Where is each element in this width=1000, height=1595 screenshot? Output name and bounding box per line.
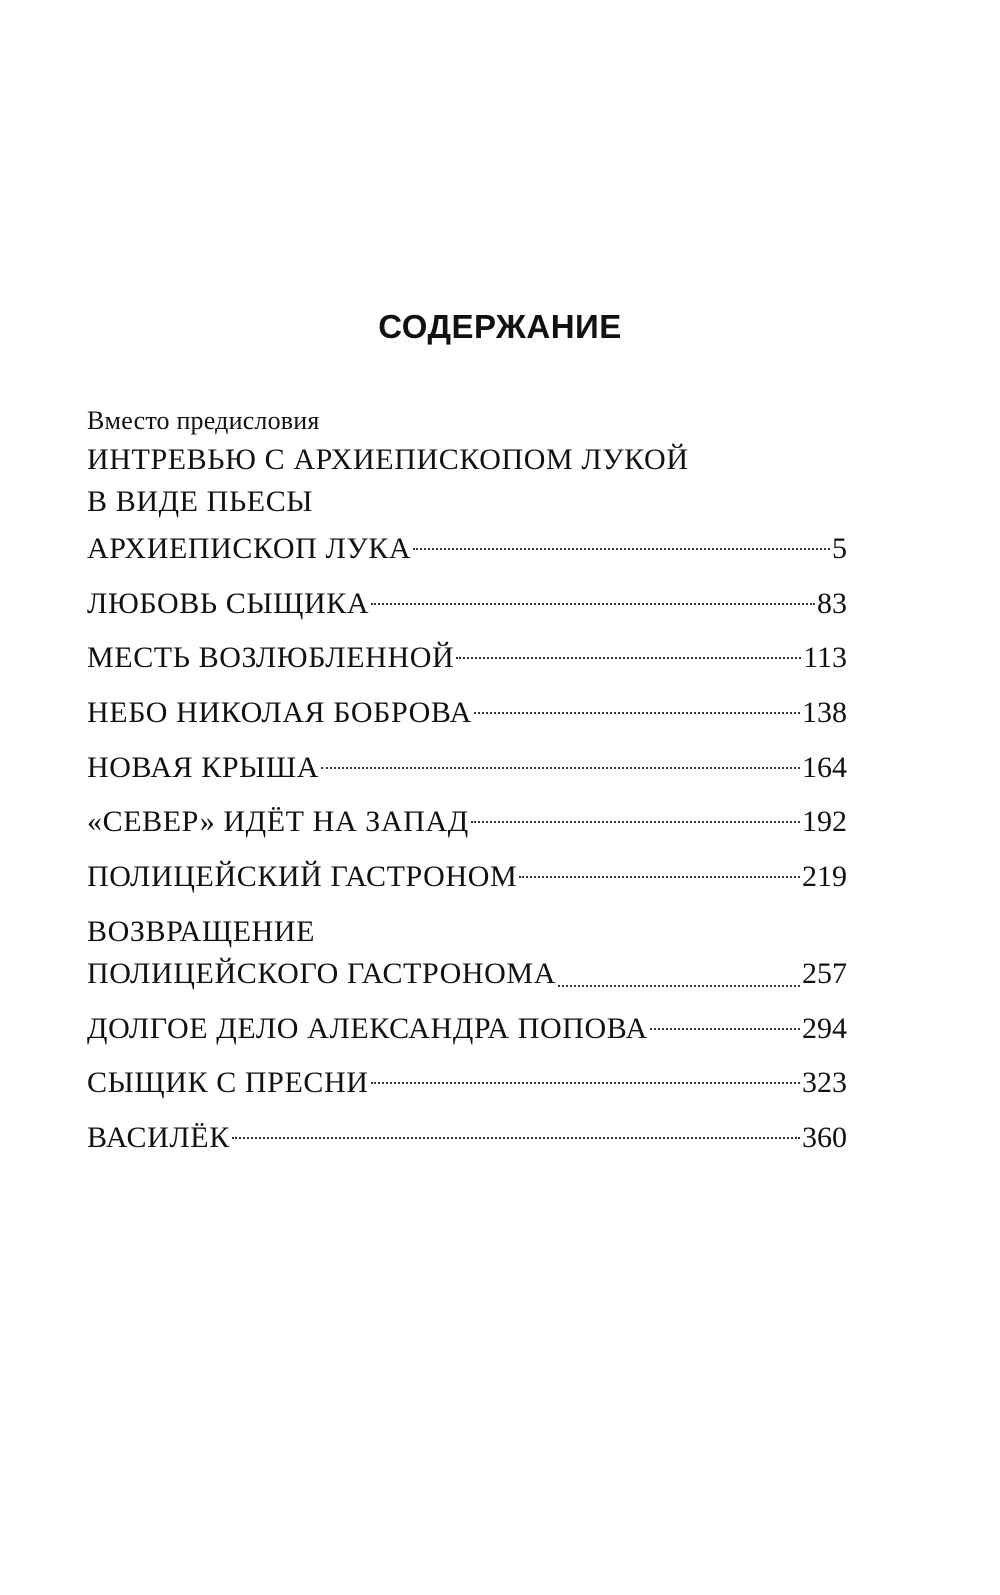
- preface-title-line-2: В ВИДЕ ПЬЕСЫ: [87, 485, 314, 518]
- toc-entry-title: АРХИЕПИСКОП ЛУКА: [87, 532, 412, 565]
- toc-entry-novaya-krysha: [87, 747, 847, 789]
- dot-leader: [558, 985, 800, 987]
- toc-entry-lyubov-syshchika: [87, 583, 847, 625]
- toc-entry-archbishop-luka: [87, 528, 847, 570]
- toc-entry-title: ВАСИЛЁК: [87, 1120, 230, 1154]
- dot-leader: [232, 1137, 800, 1139]
- toc-entry-mest-vozlyublennoy: [87, 637, 847, 679]
- toc-entry-title: НЕБО НИКОЛАЯ БОБРОВА: [87, 696, 472, 730]
- toc-entry-vozvrashchenie: [87, 911, 847, 995]
- dot-leader: [474, 712, 800, 714]
- dot-leader: [371, 1082, 800, 1084]
- toc-entry-title: [87, 911, 556, 995]
- toc-entry-title: СЫЩИК С ПРЕСНИ: [87, 1066, 369, 1100]
- preface-block: [87, 403, 847, 523]
- dot-leader: [471, 821, 800, 823]
- toc-entry-title: ЛЮБОВЬ СЫЩИКА: [87, 586, 370, 620]
- toc-entry-title: МЕСТЬ ВОЗЛЮБЛЕННОЙ: [87, 641, 455, 675]
- toc-entry-sever-idet-na-zapad: [87, 801, 847, 843]
- toc-entry-title-line-1: ВОЗВРАЩЕНИЕ: [87, 914, 316, 948]
- toc-entry-page: 257: [802, 956, 847, 990]
- toc-entry-page: 5: [832, 532, 847, 565]
- toc-entry-page: 164: [802, 750, 847, 784]
- toc-entry-title: ДОЛГОЕ ДЕЛО АЛЕКСАНДРА ПОПОВА: [87, 1011, 648, 1045]
- toc-entry-politseyskiy-gastronom: [87, 856, 847, 898]
- toc-entry-nebo-nikolaya-bobrova: [87, 692, 847, 734]
- toc-entry-page: 113: [803, 641, 847, 675]
- preface-title-line-1: ИНТРЕВЬЮ С АРХИЕПИСКОПОМ ЛУКОЙ: [87, 443, 689, 476]
- dot-leader: [650, 1028, 800, 1030]
- toc-entry-vasilek: [87, 1117, 847, 1159]
- dot-leader: [456, 657, 801, 659]
- toc-entry-page: 219: [802, 860, 847, 894]
- toc-list: [87, 528, 847, 1172]
- toc-entry-title: «СЕВЕР» ИДЁТ НА ЗАПАД: [87, 805, 469, 839]
- toc-entry-title: НОВАЯ КРЫША: [87, 750, 320, 784]
- toc-entry-title: ПОЛИЦЕЙСКИЙ ГАСТРОНОМ: [87, 860, 518, 894]
- toc-entry-page: 323: [802, 1066, 847, 1100]
- dot-leader: [321, 767, 800, 769]
- dot-leader: [413, 548, 830, 550]
- dot-leader: [371, 603, 815, 605]
- page-title: СОДЕРЖАНИЕ: [378, 308, 622, 345]
- toc-entry-title-line-2: ПОЛИЦЕЙСКОГО ГАСТРОНОМА: [87, 956, 556, 990]
- toc-entry-dolgoe-delo: [87, 1008, 847, 1050]
- toc-entry-page: 294: [802, 1011, 847, 1045]
- toc-entry-page: 360: [802, 1120, 847, 1154]
- preface-label: Вместо предисловия: [87, 406, 320, 435]
- toc-entry-syshchik-s-presni: [87, 1062, 847, 1104]
- toc-entry-page: 83: [817, 586, 847, 620]
- dot-leader: [519, 876, 800, 878]
- toc-entry-page: 138: [802, 696, 847, 730]
- toc-entry-page: 192: [802, 805, 847, 839]
